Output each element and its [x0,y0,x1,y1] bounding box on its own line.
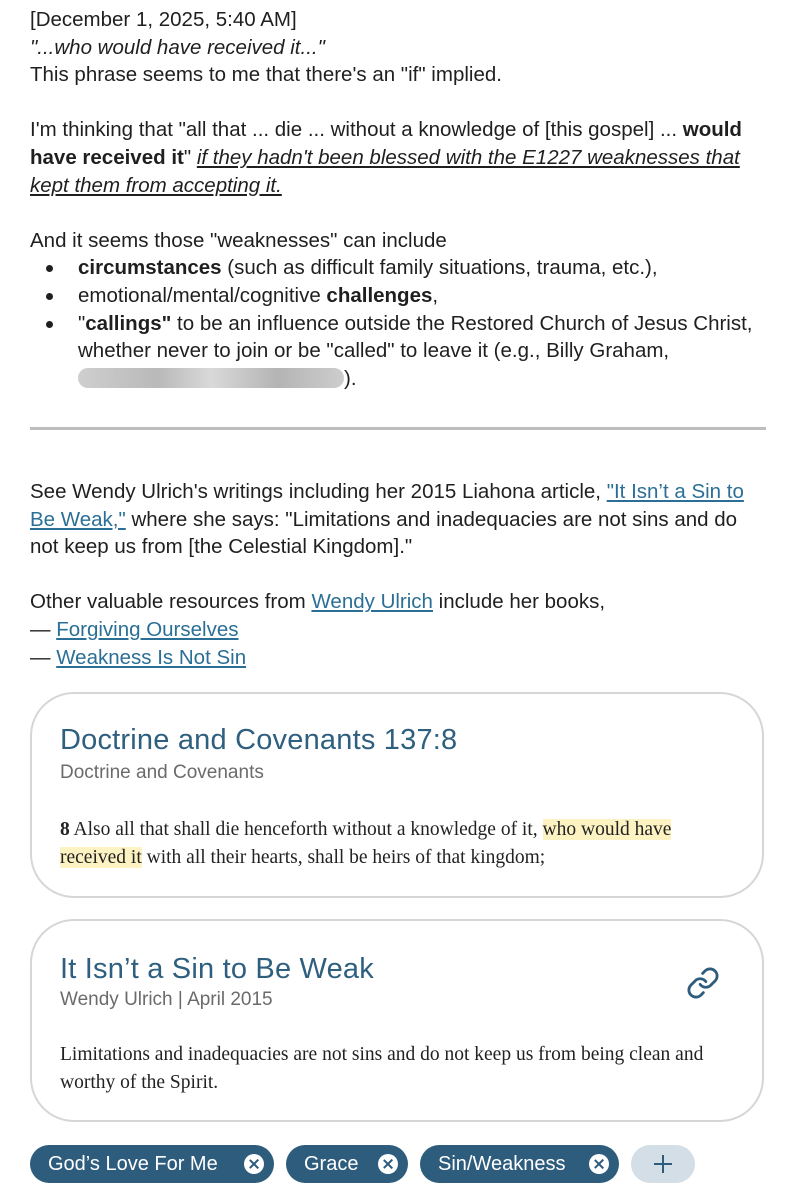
italic-underlined-phrase: if they hadn't been blessed with the E1227 weaknesses that kept them from accepting it. [30,145,740,197]
book-line: — Weakness Is Not Sin [30,645,247,669]
scripture-card[interactable] [30,692,764,898]
book-link-weakness-is-not-sin[interactable]: Weakness Is Not Sin [56,645,247,669]
paragraph-2: I'm thinking that "all that ... die ... without a knowledge of [this gospel] ... would have received it" if they hadn't been blessed with the E1227 weaknesses that kept them from accepting it. [30,118,742,197]
other-resources-line: Other valuable resources from Wendy Ulrich include her books, [30,590,606,614]
card-quote: Limitations and inadequacies are not sins and do not keep us from being clean and worthy of the Spirit. [60,1044,704,1093]
card-subtitle: Doctrine and Covenants [60,762,264,783]
book-link-forgiving-ourselves[interactable]: Forgiving Ourselves [56,617,239,641]
list-item: "callings" to be an influence outside the Restored Church of Jesus Christ, whether never to join or be "called" to leave it (e.g., Billy Graham, ). [30,310,770,393]
highlighted-text: who would have received it [60,819,672,868]
article-card[interactable] [30,919,764,1122]
card-title: Doctrine and Covenants 137:8 [60,724,458,756]
card-verse: 8 Also all that shall die henceforth without a knowledge of it, who would have received it with all their hearts, shall be heirs of that kingdom; [60,819,672,868]
add-tag-button[interactable] [631,1145,695,1183]
timestamp: [December 1, 2025, 5:40 AM] [30,8,297,31]
redacted-text [78,368,344,388]
list-item: emotional/mental/cognitive challenges, [30,282,770,310]
note-text [30,6,770,392]
card-title: It Isn’t a Sin to Be Weak [60,953,374,985]
author-link[interactable]: Wendy Ulrich [311,590,433,614]
tag-label: Grace [304,1153,359,1175]
divider [30,427,766,430]
if-line: This phrase seems to me that there's an "if" implied. [30,63,502,87]
card-subtitle: Wendy Ulrich | April 2015 [60,989,273,1010]
list-item: circumstances (such as difficult family situations, trauma, etc.), [30,254,770,282]
see-paragraph: See Wendy Ulrich's writings including her 2015 Liahona article, "It Isn’t a Sin to Be Weak," where she says: "Limitations and inadequacies are not sins and do not keep us from [the Celestial Kingdom]." [30,480,744,559]
resources-text [30,478,770,671]
verse-number: 8 [60,819,70,840]
remove-tag-icon[interactable] [378,1154,398,1174]
tag-label: Sin/Weakness [438,1153,566,1175]
remove-tag-icon[interactable] [589,1154,609,1174]
weakness-list [30,254,770,392]
book-line: — Forgiving Ourselves [30,617,239,641]
remove-tag-icon[interactable] [244,1154,264,1174]
article-link[interactable]: "It Isn’t a Sin to Be Weak," [30,480,744,531]
quote-line: "...who would have received it..." [30,35,325,59]
tag-sin-weakness[interactable] [420,1145,619,1183]
tag-gods-love-for-me[interactable] [30,1145,274,1183]
tag-grace[interactable] [286,1145,408,1183]
tag-label: God’s Love For Me [48,1153,218,1175]
bold-phrase: would have received it [30,118,742,169]
link-icon[interactable] [686,966,720,1000]
paragraph-3: And it seems those "weaknesses" can include [30,228,447,252]
